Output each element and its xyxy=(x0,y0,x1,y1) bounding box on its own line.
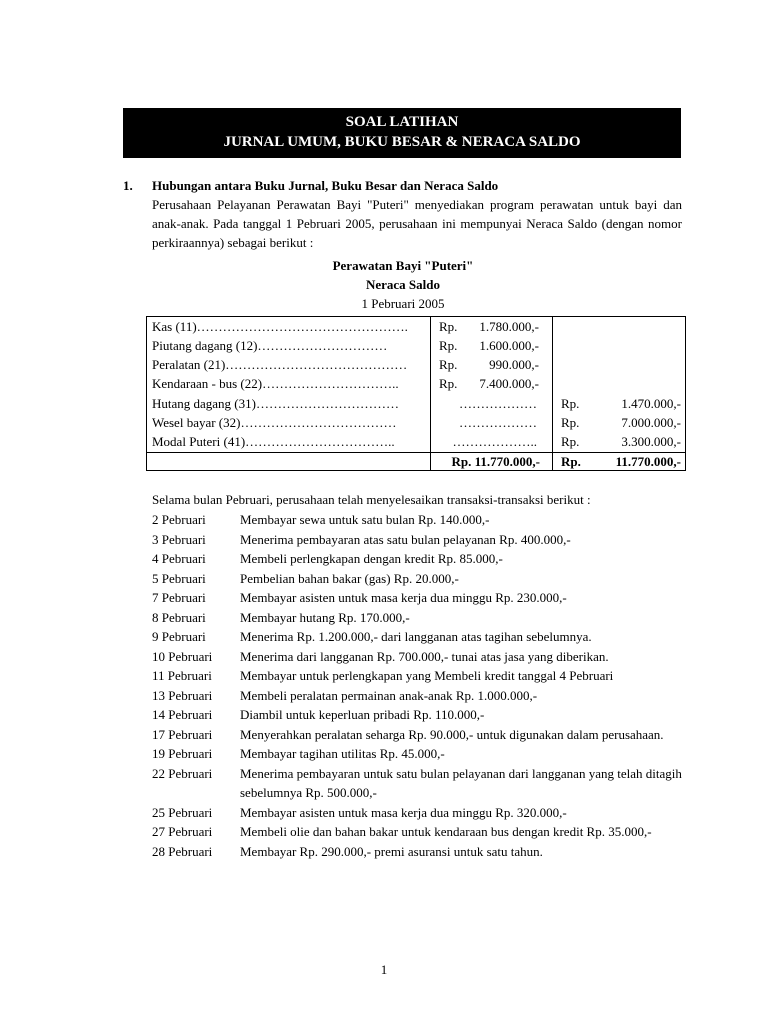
title-banner xyxy=(123,108,681,158)
transaction-date: 2 Pebruari xyxy=(152,512,206,527)
trial-balance-heading xyxy=(123,256,683,313)
total-row xyxy=(147,452,687,472)
debit-currency: Rp. xyxy=(439,338,458,353)
transaction-date: 4 Pebruari xyxy=(152,551,206,566)
list-item xyxy=(152,588,682,608)
transaction-date: 11 Pebruari xyxy=(152,668,212,683)
table-row xyxy=(147,394,687,414)
transaction-desc: Membayar sewa untuk satu bulan Rp. 140.000,- xyxy=(240,512,490,527)
transaction-desc: Pembelian bahan bakar (gas) Rp. 20.000,- xyxy=(240,570,459,586)
list-item xyxy=(152,803,682,823)
transaction-desc: Membayar asisten untuk masa kerja dua minggu Rp. 230.000,- xyxy=(240,590,567,605)
list-item xyxy=(152,705,682,725)
transaction-date: 10 Pebruari xyxy=(152,648,213,664)
transactions-list xyxy=(152,510,682,861)
list-item xyxy=(152,530,682,550)
table-row xyxy=(147,432,687,452)
table-row xyxy=(147,317,687,337)
transaction-date: 19 Pebruari xyxy=(152,746,213,761)
debit-currency: Rp. xyxy=(439,357,458,372)
total-credit: 11.770.000,- xyxy=(615,454,681,469)
list-item xyxy=(152,822,682,842)
transaction-desc: Menerima pembayaran untuk satu bulan pelayanan dari langganan yang telah ditagih sebelumnya Rp. 500.000,- xyxy=(240,765,682,800)
account-name: Peralatan (21)…………………………………… xyxy=(152,357,408,372)
trial-balance-table xyxy=(146,316,686,471)
debit-placeholder: ……………… xyxy=(459,396,537,411)
table-row xyxy=(147,374,687,394)
transaction-desc: Menerima dari langganan Rp. 700.000,- tunai atas jasa yang diberikan. xyxy=(240,648,609,664)
debit-value: 1.780.000,- xyxy=(479,319,539,334)
title-line-2: JURNAL UMUM, BUKU BESAR & NERACA SALDO xyxy=(223,134,581,150)
debit-currency: Rp. xyxy=(439,319,458,334)
transaction-date: 25 Pebruari xyxy=(152,804,213,820)
total-credit-currency: Rp. xyxy=(561,454,581,469)
section-number: 1. xyxy=(123,178,133,193)
list-item xyxy=(152,569,682,589)
list-item xyxy=(152,627,682,647)
list-item xyxy=(152,842,682,862)
list-item xyxy=(152,510,682,530)
list-item xyxy=(152,686,682,706)
account-name: Hutang dagang (31)…………………………… xyxy=(152,396,399,411)
table-row xyxy=(147,355,687,375)
debit-placeholder: ……………….. xyxy=(452,434,537,449)
account-name: Kas (11)…………………………………………. xyxy=(152,319,408,334)
company-name: Perawatan Bayi "Puteri" xyxy=(332,258,474,273)
debit-currency: Rp. xyxy=(439,376,458,391)
credit-currency: Rp. xyxy=(561,434,580,449)
transaction-date: 17 Pebruari xyxy=(152,726,213,742)
credit-currency: Rp. xyxy=(561,396,580,411)
credit-value: 3.300.000,- xyxy=(621,434,681,449)
transactions-intro: Selama bulan Pebruari, perusahaan telah menyelesaikan transaksi-transaksi berikut : xyxy=(152,492,591,507)
transaction-desc: Membeli peralatan permainan anak-anak Rp. 1.000.000,- xyxy=(240,687,538,703)
transaction-desc: Membayar untuk perlengkapan yang Membeli kredit tanggal 4 Pebruari xyxy=(240,668,614,683)
account-name: Kendaraan - bus (22)………………………….. xyxy=(152,376,399,391)
account-name: Wesel bayar (32)……………………………… xyxy=(152,415,397,430)
transaction-desc: Membayar tagihan utilitas Rp. 45.000,- xyxy=(240,746,445,761)
statement-title: Neraca Saldo xyxy=(365,277,441,292)
debit-value: 990.000,- xyxy=(489,357,539,372)
title-line-1: SOAL LATIHAN xyxy=(345,114,459,130)
transaction-date: 7 Pebruari xyxy=(152,590,206,605)
page-number: 1 xyxy=(380,962,388,977)
transaction-desc: Menerima Rp. 1.200.000,- dari langganan atas tagihan sebelumnya. xyxy=(240,629,592,644)
debit-value: 7.400.000,- xyxy=(479,376,539,391)
list-item xyxy=(152,608,682,628)
transaction-desc: Menerima pembayaran atas satu bulan pelayanan Rp. 400.000,- xyxy=(240,531,571,547)
transaction-date: 14 Pebruari xyxy=(152,707,213,722)
transaction-date: 27 Pebruari xyxy=(152,824,213,839)
account-name: Modal Puteri (41)…………………………….. xyxy=(152,434,395,449)
transaction-desc: Membayar Rp. 290.000,- premi asuransi untuk satu tahun. xyxy=(240,843,543,859)
account-name: Piutang dagang (12)………………………… xyxy=(152,338,388,353)
transaction-date: 22 Pebruari xyxy=(152,765,213,781)
transaction-desc: Menyerahkan peralatan seharga Rp. 90.000,- untuk digunakan dalam perusahaan. xyxy=(240,726,664,742)
transaction-desc: Membayar hutang Rp. 170.000,- xyxy=(240,609,410,625)
list-item xyxy=(152,666,682,686)
section-heading: Hubungan antara Buku Jurnal, Buku Besar dan Neraca Saldo xyxy=(152,178,499,193)
transaction-date: 8 Pebruari xyxy=(152,609,206,625)
section-intro: Perusahaan Pelayanan Perawatan Bayi "Puteri" menyediakan program perawatan untuk bayi dan anak-anak. Pada tanggal 1 Pebruari 2005, perusahaan ini mempunyai Neraca Saldo (dengan nomor perkiraannya) sebagai berikut : xyxy=(152,197,682,250)
list-item xyxy=(152,549,682,569)
debit-value: 1.600.000,- xyxy=(479,338,539,353)
total-debit: Rp. 11.770.000,- xyxy=(451,454,540,469)
transaction-date: 9 Pebruari xyxy=(152,629,206,644)
credit-value: 7.000.000,- xyxy=(621,415,681,430)
debit-placeholder: ……………… xyxy=(459,415,537,430)
statement-date: 1 Pebruari 2005 xyxy=(361,296,445,311)
list-item xyxy=(152,725,682,745)
credit-value: 1.470.000,- xyxy=(621,396,681,411)
transaction-desc: Membayar asisten untuk masa kerja dua minggu Rp. 320.000,- xyxy=(240,804,567,820)
transaction-desc: Membeli perlengkapan dengan kredit Rp. 85.000,- xyxy=(240,551,503,566)
transaction-date: 28 Pebruari xyxy=(152,843,213,859)
transaction-desc: Membeli olie dan bahan bakar untuk kendaraan bus dengan kredit Rp. 35.000,- xyxy=(240,824,652,839)
table-row xyxy=(147,413,687,433)
transaction-desc: Diambil untuk keperluan pribadi Rp. 110.000,- xyxy=(240,707,485,722)
credit-currency: Rp. xyxy=(561,415,580,430)
table-row xyxy=(147,336,687,356)
list-item xyxy=(152,647,682,667)
transaction-date: 5 Pebruari xyxy=(152,570,206,586)
list-item xyxy=(152,764,682,803)
transaction-date: 3 Pebruari xyxy=(152,531,206,547)
transaction-date: 13 Pebruari xyxy=(152,687,213,703)
list-item xyxy=(152,744,682,764)
